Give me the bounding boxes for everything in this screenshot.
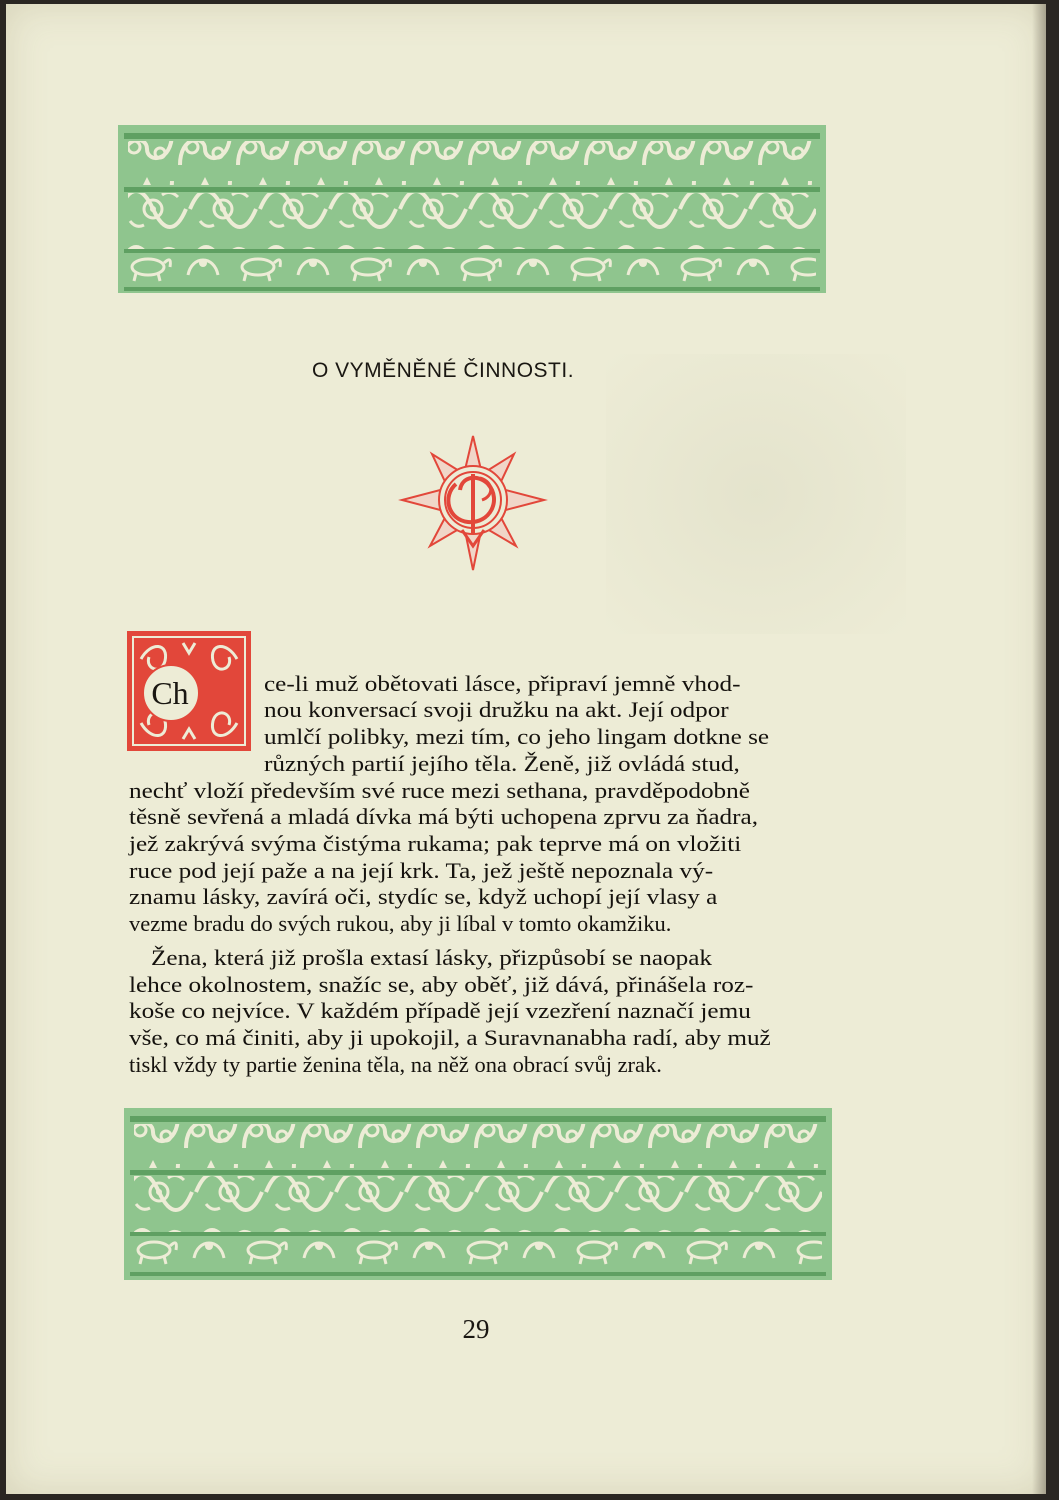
book-page: [6, 4, 1046, 1494]
chapter-title: O VYMĚNĚNÉ ČINNOSTI.: [312, 359, 575, 382]
star-monogram-emblem-icon: [398, 434, 548, 578]
text-line: nechť vloží především své ruce mezi sethana, pravděpodobně: [129, 778, 750, 803]
text-line: lehce okolnostem, snažíc se, aby oběť, již dává, přinášela roz-: [129, 972, 754, 997]
top-ornament-border-icon: [118, 125, 826, 293]
bottom-ornament-border-icon: [124, 1108, 832, 1280]
text-line: koše co nejvíce. V každém případě její vzezření naznačí jemu: [129, 998, 751, 1023]
text-line: vezme bradu do svých rukou, aby ji líbal v tomto okamžiku.: [129, 911, 672, 936]
text-line: znamu lásky, zavírá oči, stydíc se, když uchopí její vlasy a: [129, 884, 718, 909]
text-line: tiskl vždy ty partie ženina těla, na něž ona obrací svůj zrak.: [129, 1052, 662, 1077]
text-line: Žena, která již prošla extasí lásky, přizpůsobí se naopak: [151, 945, 712, 970]
text-line: vše, co má činiti, aby ji upokojil, a Suravnanabha radí, aby muž: [129, 1025, 771, 1050]
text-line: umlčí polibky, mezi tím, co jeho lingam dotkne se: [264, 724, 770, 749]
text-line: ruce pod její paže a na její krk. Ta, jež ještě nepoznala vý-: [129, 858, 714, 883]
text-line: ce-li muž obětovati lásce, připraví jemně vhod-: [264, 671, 741, 696]
text-line: těsně sevřená a mladá dívka má býti uchopena zprvu za ňadra,: [129, 804, 759, 829]
bleed-through: [606, 354, 906, 634]
page-number: 29: [462, 1314, 490, 1344]
text-line: nou konversací svoji družku na akt. Její odpor: [264, 697, 729, 722]
text-line: jež zakrývá svýma čistýma rukama; pak teprve má on vložiti: [129, 831, 742, 856]
drop-cap-letters: Ch: [151, 675, 189, 711]
page-edge-shadow: [1032, 4, 1046, 1494]
text-line: různých partií jejího těla. Ženě, již ovládá stud,: [264, 751, 740, 776]
